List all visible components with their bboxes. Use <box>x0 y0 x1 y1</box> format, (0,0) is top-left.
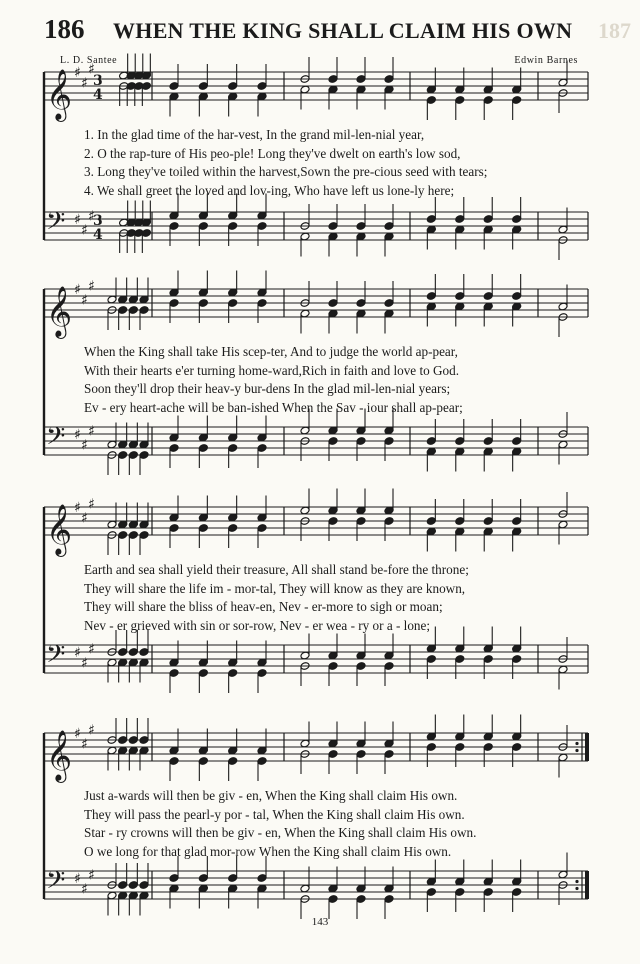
bass-clef: 𝄢 <box>46 640 66 675</box>
composer-credit: Edwin Barnes <box>514 55 578 66</box>
repeat-dot <box>575 749 578 752</box>
key-sharp: ♯ <box>88 496 95 513</box>
repeat-dot <box>575 742 578 745</box>
lyric-line: Earth and sea shall yield their treasure, All shall stand be-fore the throne; <box>84 562 469 577</box>
lyric-line: 4. We shall greet the loved and lov-ing, Who have left us lone-ly here; <box>84 182 455 198</box>
key-sharp: ♯ <box>74 871 81 887</box>
bass-clef: 𝄢 <box>46 207 66 242</box>
lyric-line: Nev - er grieved with sin or sor-row, Nev - er wea - ry or a - lone; <box>84 617 431 633</box>
key-sharp: ♯ <box>81 437 88 454</box>
lyric-line: 2. O the rap-ture of His peo-ple! Long they've dwelt on earth's low sod, <box>84 145 461 161</box>
lyric-line: They will pass the pearl-y por - tal, When the King shall claim His own. <box>84 806 465 822</box>
final-barline-thick <box>585 871 589 899</box>
hymn-title: WHEN THE KING SHALL CLAIM HIS OWN <box>113 18 573 43</box>
key-sharp: ♯ <box>88 867 95 884</box>
key-sharp: ♯ <box>81 222 88 239</box>
key-sharp: ♯ <box>81 736 88 753</box>
page-number: 143 <box>311 916 329 928</box>
treble-clef: 𝄞 <box>46 286 73 337</box>
lyric-line: Just a-wards will then be giv - en, When the King shall claim His own. <box>84 788 458 803</box>
key-sharp: ♯ <box>88 423 95 440</box>
bass-clef: 𝄢 <box>46 422 66 457</box>
key-sharp: ♯ <box>74 65 81 81</box>
lyric-line: When the King shall take His scep-ter, And to judge the world ap-pear, <box>84 344 458 359</box>
final-barline-thick <box>585 733 589 761</box>
lyric-line: They will share the bliss of heav-en, Nev - er-more to sigh or moan; <box>84 599 443 614</box>
lyricist-credit: L. D. Santee <box>60 55 118 66</box>
time-signature-top: 3 <box>93 213 103 229</box>
key-sharp: ♯ <box>88 722 95 739</box>
time-signature-top: 3 <box>93 73 103 89</box>
key-sharp: ♯ <box>81 881 88 898</box>
treble-clef: 𝄞 <box>46 730 73 781</box>
key-sharp: ♯ <box>88 208 95 225</box>
lyric-line: With their hearts e'er turning home-ward,Rich in faith and love to God. <box>84 362 460 378</box>
lyric-line: Star - ry crowns will then be giv - en, When the King shall claim His own. <box>84 825 477 840</box>
key-sharp: ♯ <box>74 500 81 516</box>
key-sharp: ♯ <box>74 282 81 298</box>
bleed-through-number: 187 <box>598 18 631 43</box>
time-signature-bottom: 4 <box>93 227 103 243</box>
key-sharp: ♯ <box>74 645 81 661</box>
lyric-line: 3. Long they've toiled within the harvest,Sown the pre-cious seed with tears; <box>84 164 488 179</box>
lyric-line: They will share the life im - mor-tal, They will know as they are known, <box>84 580 466 596</box>
lyric-line: Soon they'll drop their heav-y bur-dens In the glad mil-len-nial years; <box>84 381 451 396</box>
repeat-dot <box>575 887 578 890</box>
key-sharp: ♯ <box>74 427 81 443</box>
key-sharp: ♯ <box>88 641 95 658</box>
treble-clef: 𝄞 <box>46 69 73 120</box>
key-sharp: ♯ <box>74 212 81 228</box>
lyric-line: Ev - ery heart-ache will be ban-ished When the Sav - iour shall ap-pear; <box>84 399 463 415</box>
time-signature-bottom: 4 <box>93 87 103 103</box>
key-sharp: ♯ <box>88 61 95 78</box>
key-sharp: ♯ <box>74 726 81 742</box>
repeat-dot <box>575 880 578 883</box>
key-sharp: ♯ <box>81 510 88 527</box>
key-sharp: ♯ <box>81 75 88 92</box>
key-sharp: ♯ <box>81 292 88 309</box>
treble-clef: 𝄞 <box>46 504 73 555</box>
lyric-line: O we long for that glad mor-row When the King shall claim His own. <box>84 843 452 859</box>
key-sharp: ♯ <box>81 655 88 672</box>
hymn-number: 186 <box>44 14 85 44</box>
key-sharp: ♯ <box>88 278 95 295</box>
bass-clef: 𝄢 <box>46 866 66 901</box>
lyric-line: 1. In the glad time of the har-vest, In the grand mil-len-nial year, <box>84 127 425 142</box>
